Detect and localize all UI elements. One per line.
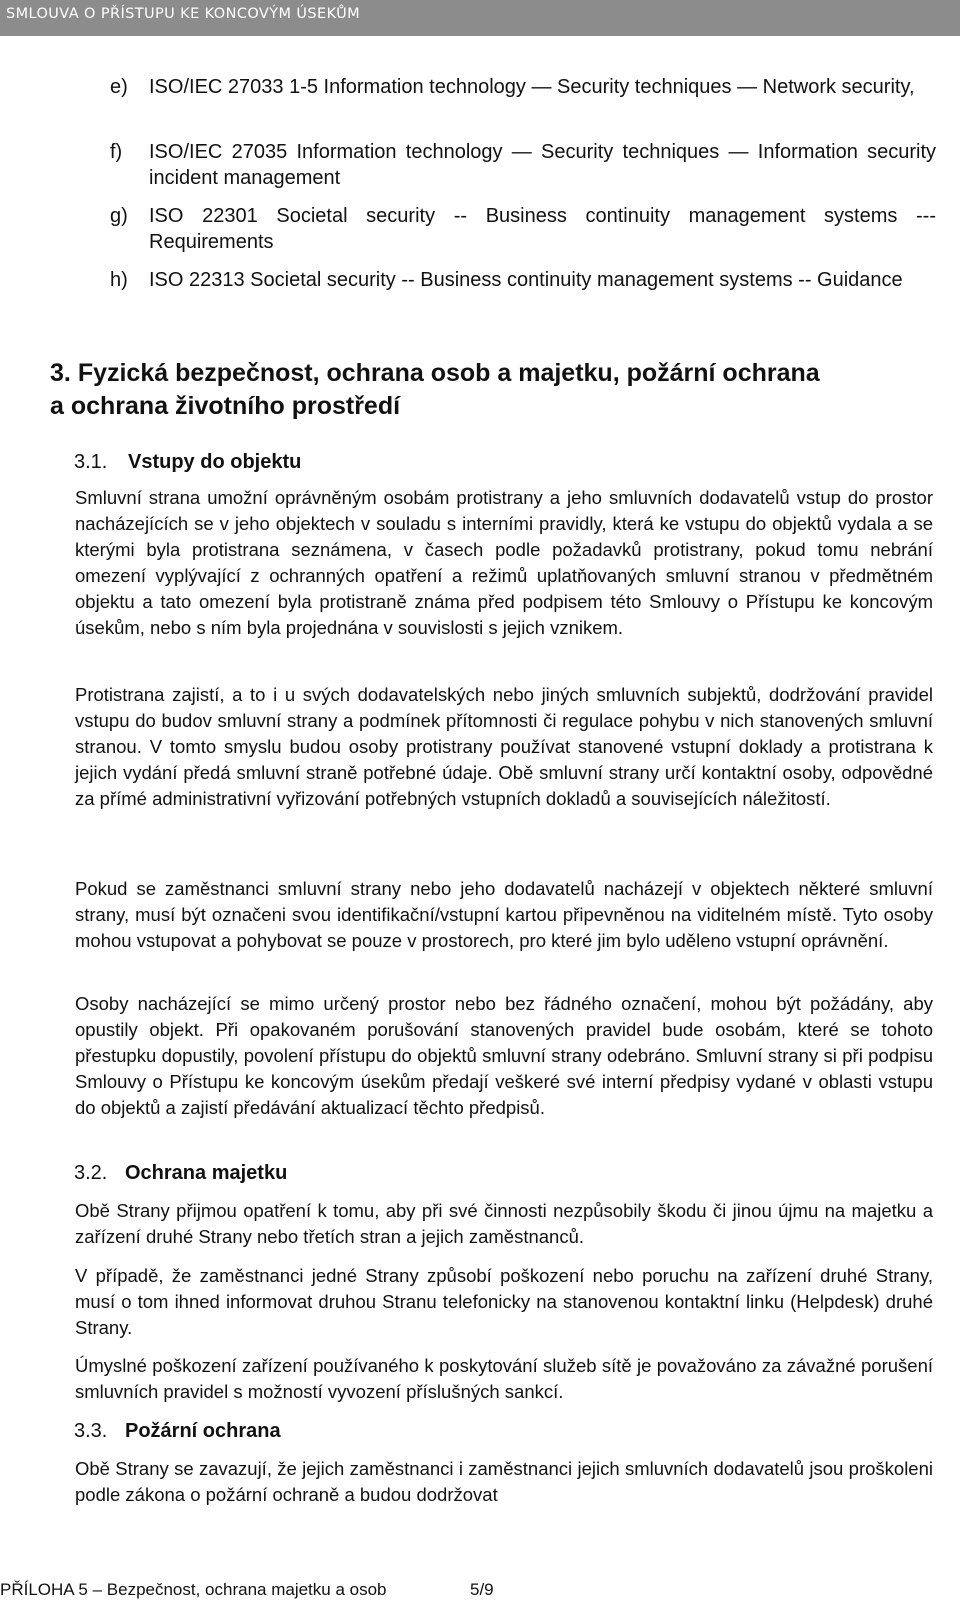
section-3-2-paragraph-2: V případě, že zaměstnanci jedné Strany způsobí poškození nebo poruchu na zařízení druhé Strany, musí o tom ihned informovat druhou Stranu telefonicky na stanovenou kontaktní linku (Helpdesk) druhé Strany. [75, 1265, 933, 1339]
footer-text: PŘÍLOHA 5 – Bezpečnost, ochrana majetku a osob [0, 1580, 387, 1599]
section-3-1-heading [74, 449, 301, 475]
list-item-text: ISO/IEC 27033 1-5 Information technology — Security techniques — Network security, [149, 76, 915, 98]
section-3-2-paragraph-3: Úmyslné poškození zařízení používaného k poskytování služeb sítě je považováno za závažné porušení smluvních pravidel s možností vyvození příslušných sankcí. [75, 1355, 933, 1403]
section-3-3-number: 3.3. [74, 1420, 108, 1442]
list-item [110, 203, 936, 255]
page-number: 5/9 [470, 1580, 494, 1599]
section-3-2-title: Ochrana majetku [125, 1162, 288, 1184]
section-3-number: 3. [50, 359, 71, 387]
list-item-label: g) [110, 205, 128, 227]
section-3-1-number: 3.1. [74, 451, 108, 473]
section-3-1-title: Vstupy do objektu [128, 451, 302, 473]
list-item-text: ISO 22313 Societal security -- Business continuity management systems -- Guidance [149, 269, 903, 291]
section-3-1-paragraph-2: Protistrana zajistí, a to i u svých dodavatelských nebo jiných smluvních subjektů, dodržování pravidel vstupu do budov smluvní strany a podmínek přítomnosti či regulace pohybu v nich stanovených smluvní stranou. V tomto smyslu budou osoby protistrany používat stanovené vstupní doklady a protistrana k jejich vydání předá smluvní straně potřebné údaje. Obě smluvní strany určí kontaktní osoby, odpovědné za přímé administrativní vyřizování potřebných vstupních dokladů a souvisejících náležitostí. [75, 684, 933, 810]
section-3-3-paragraph-1: Obě Strany se zavazují, že jejich zaměstnanci i zaměstnanci jejich smluvních dodavatelů jsou proškoleni podle zákona o požární ochraně a budou dodržovat [75, 1458, 933, 1506]
list-item-label: f) [110, 141, 123, 163]
section-3-heading [50, 357, 930, 423]
list-item [110, 267, 936, 293]
section-3-2-heading [74, 1160, 287, 1186]
section-3-2-paragraph-1: Obě Strany přijmou opatření k tomu, aby při své činnosti nezpůsobily škodu či jinou újmu na majetku a zařízení druhé Strany nebo třetích stran a jejich zaměstnanců. [75, 1200, 933, 1248]
list-item [110, 139, 936, 191]
section-3-1-paragraph-4: Osoby nacházející se mimo určený prostor nebo bez řádného označení, mohou být požádány, aby opustily objekt. Při opakovaném porušování stanovených pravidel bude osobám, které se tohoto přestupku dopustily, povolení přístupu do objektů smluvní strany odebráno. Smluvní strany si při podpisu Smlouvy o Přístupu ke koncovým úsekům předají veškeré své interní předpisy vydané v oblasti vstupu do objektů a zajistí předávání aktualizací těchto předpisů. [75, 993, 933, 1119]
running-header-title: SMLOUVA O PŘÍSTUPU KE KONCOVÝM ÚSEKŮM [6, 6, 361, 22]
section-3-title-line1: Fyzická bezpečnost, ochrana osob a majetku, požární ochrana [77, 359, 820, 387]
section-3-1-paragraph-3: Pokud se zaměstnanci smluvní strany nebo jeho dodavatelů nacházejí v objektech některé smluvní strany, musí být označeni svou identifikační/vstupní kartou připevněnou na viditelném místě. Tyto osoby mohou vstupovat a pohybovat se pouze v prostorech, pro které jim bylo uděleno vstupní oprávnění. [75, 878, 933, 952]
page-footer [0, 1578, 494, 1602]
section-3-3-heading [74, 1418, 281, 1444]
section-3-3-title: Požární ochrana [125, 1420, 281, 1442]
list-item-text: ISO/IEC 27035 Information technology — Security techniques — Information security incident management [149, 141, 936, 189]
running-header [0, 0, 960, 36]
section-3-title-line2: a ochrana životního prostředí [50, 392, 401, 420]
section-3-2-number: 3.2. [74, 1162, 108, 1184]
list-item-label: e) [110, 76, 128, 98]
list-item-text: ISO 22301 Societal security -- Business continuity management systems --- Requirements [149, 205, 936, 253]
list-item [110, 74, 936, 100]
list-item-label: h) [110, 269, 128, 291]
section-3-1-paragraph-1: Smluvní strana umožní oprávněným osobám protistrany a jeho smluvních dodavatelů vstup do prostor nacházejících se v jeho objektech v souladu s interními pravidly, která ke vstupu do objektů vydala a se kterými byla protistrana seznámena, v časech podle požadavků protistrany, pokud tomu nebrání omezení vyplývající z ochranných opatření a režimů uplatňovaných smluvní stranou v předmětném objektu a tato omezení byla protistraně známa před podpisem této Smlouvy o Přístupu ke koncovým úsekům, nebo s ním byla projednána v souvislosti s jejich vznikem. [75, 487, 933, 639]
